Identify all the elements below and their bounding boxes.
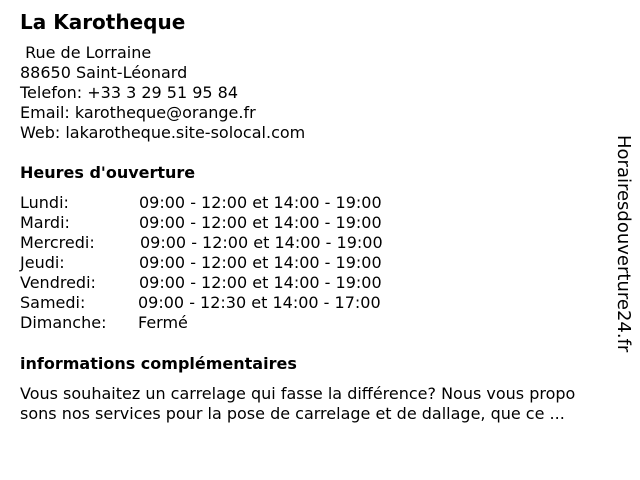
- day-label: Samedi:: [20, 293, 86, 312]
- email-address: Email: karotheque@orange.fr: [20, 103, 256, 122]
- contact-block: [20, 43, 305, 143]
- hours-row-tuesday: [20, 213, 440, 233]
- description-line: Vous souhaitez un carrelage qui fasse la différence? Nous vous propo: [20, 384, 576, 403]
- time-range: 09:00 - 12:00 et 14:00 - 19:00: [140, 233, 383, 252]
- opening-hours-table: [20, 193, 440, 333]
- description-line: sons nos services pour la pose de carrelage et de dallage, que ce ...: [20, 404, 565, 423]
- day-label: Dimanche:: [20, 313, 107, 332]
- time-range: 09:00 - 12:00 et 14:00 - 19:00: [139, 253, 382, 272]
- hours-row-wednesday: [20, 233, 440, 253]
- city-address: 88650 Saint-Léonard: [20, 63, 188, 82]
- hours-row-monday: [20, 193, 440, 213]
- site-watermark: Horairesdouverture24.fr: [613, 135, 634, 353]
- day-label: Lundi:: [20, 193, 69, 212]
- hours-row-friday: [20, 273, 440, 293]
- day-label: Jeudi:: [20, 253, 65, 272]
- day-label: Vendredi:: [20, 273, 96, 292]
- hours-title: Heures d'ouverture: [20, 163, 196, 182]
- day-label: Mercredi:: [20, 233, 95, 252]
- time-range: 09:00 - 12:00 et 14:00 - 19:00: [139, 193, 382, 212]
- time-range: Fermé: [138, 313, 188, 332]
- time-range: 09:00 - 12:00 et 14:00 - 19:00: [139, 273, 382, 292]
- time-range: 09:00 - 12:30 et 14:00 - 17:00: [138, 293, 381, 312]
- business-name: La Karotheque: [20, 10, 186, 34]
- time-range: 09:00 - 12:00 et 14:00 - 19:00: [139, 213, 382, 232]
- hours-row-saturday: [20, 293, 440, 313]
- day-label: Mardi:: [20, 213, 70, 232]
- website: Web: lakarotheque.site-solocal.com: [20, 123, 306, 142]
- info-title: informations complémentaires: [20, 354, 297, 373]
- phone-number: Telefon: +33 3 29 51 95 84: [20, 83, 239, 102]
- hours-row-thursday: [20, 253, 440, 273]
- street-address: Rue de Lorraine: [20, 43, 152, 62]
- info-description: [20, 384, 620, 424]
- hours-row-sunday: [20, 313, 440, 333]
